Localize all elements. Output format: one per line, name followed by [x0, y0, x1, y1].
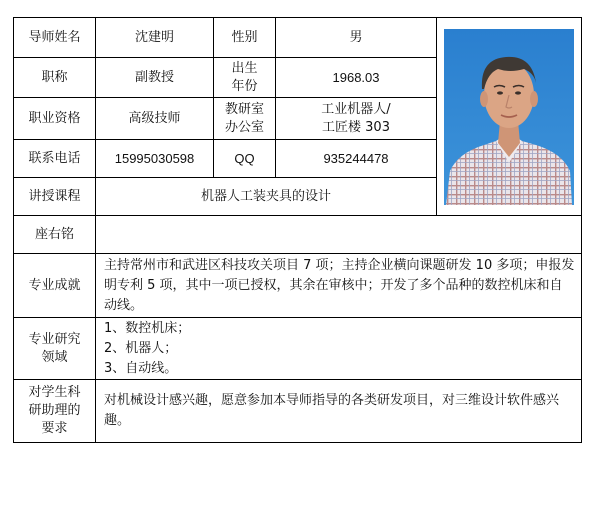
phone-value: 15995030598 [96, 140, 214, 178]
course-label: 讲授课程 [14, 178, 96, 216]
birth-year-label-line1: 出生 [231, 60, 258, 76]
qq-label: QQ [214, 140, 276, 178]
requirements-label-line1: 对学生科 [28, 385, 81, 400]
title-value: 副教授 [96, 58, 214, 98]
name-label: 导师姓名 [14, 18, 96, 58]
office-label-line1: 教研室 [224, 101, 264, 117]
achievements-label: 专业成就 [14, 254, 96, 318]
row-achievements [14, 254, 582, 318]
office-value-line1: 工业机器人/ [321, 101, 391, 117]
phone-label: 联系电话 [14, 140, 96, 178]
portrait-photo [444, 29, 574, 205]
row-name-gender [14, 18, 582, 58]
row-research [14, 318, 582, 380]
research-label-line1: 专业研究 [28, 331, 81, 347]
requirements-value: 对机械设计感兴趣，愿意参加本导师指导的各类研发项目，对三维设计软件感兴趣。 [96, 380, 582, 443]
mentor-profile-sheet [13, 17, 581, 444]
motto-value [96, 216, 582, 254]
row-requirements [14, 380, 582, 443]
qualification-label: 职业资格 [14, 98, 96, 140]
gender-label: 性别 [214, 18, 276, 58]
birth-year-label [214, 58, 276, 98]
research-item: 2、机器人； [104, 340, 178, 356]
requirements-label-line3: 要求 [41, 421, 68, 436]
birth-year-value: 1968.03 [276, 58, 437, 98]
research-label-line2: 领域 [41, 349, 68, 365]
mentor-profile-table [13, 17, 582, 443]
research-label [14, 318, 96, 380]
research-item: 1、数控机床； [104, 320, 191, 336]
title-label: 职称 [14, 58, 96, 98]
photo-cell [437, 18, 582, 216]
qualification-value: 高级技师 [96, 98, 214, 140]
gender-value: 男 [276, 18, 437, 58]
requirements-label-line2: 研助理的 [28, 403, 81, 418]
office-value [276, 98, 437, 140]
course-value: 机器人工装夹具的设计 [96, 178, 437, 216]
name-value: 沈建明 [96, 18, 214, 58]
office-label [214, 98, 276, 140]
qq-value: 935244478 [276, 140, 437, 178]
birth-year-label-line2: 年份 [231, 78, 258, 94]
achievements-value: 主持常州市和武进区科技攻关项目 7 项；主持企业横向课题研发 10 多项；申报发明专利 5 项，其中一项已授权，其余在审核中；开发了多个品种的数控机床和自动线。 [96, 254, 582, 318]
requirements-label [14, 380, 96, 443]
research-item: 3、自动线。 [104, 360, 178, 376]
row-motto [14, 216, 582, 254]
office-value-line2: 工匠楼 303 [322, 119, 390, 135]
office-label-line2: 办公室 [224, 119, 264, 135]
motto-label: 座右铭 [14, 216, 96, 254]
research-items [96, 318, 582, 380]
